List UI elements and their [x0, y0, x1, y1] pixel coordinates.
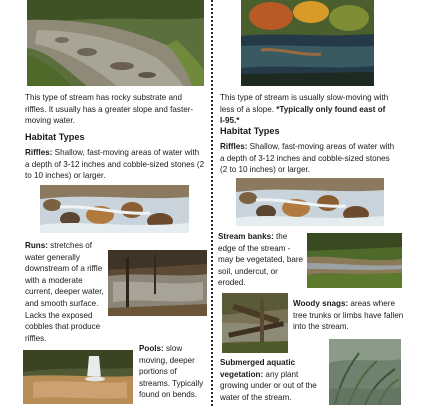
habitat-types-heading-right: Habitat Types [220, 126, 280, 136]
stream-banks-term: Stream banks: [218, 232, 274, 241]
riffles-term: Riffles: [25, 148, 53, 157]
column-divider [211, 0, 213, 406]
runs-term: Runs: [25, 241, 48, 250]
riffles-text: Shallow, fast-moving areas of water with a depth of 3-12 inches and cobble-sized stones (2 to 10 inches) or larger. [25, 148, 205, 181]
riffle-cobbles-photo [40, 185, 189, 233]
slow-stream-photo [241, 0, 374, 86]
riffle-cobbles-photo-right [236, 178, 384, 226]
woody-snags-description [293, 298, 405, 333]
riffles-description-right [220, 141, 396, 176]
slow-stream-intro-text: This type of stream is usually slow-moving with less of a slope. [220, 93, 389, 114]
aquatic-vegetation-description [220, 357, 326, 403]
pools-description [139, 343, 209, 401]
woody-snags-photo [222, 293, 288, 353]
riffles-description [25, 147, 205, 182]
runs-description [25, 240, 105, 344]
runs-text: stretches of water generally downstream of a riffle with a moderate current, deeper water, and smooth surface. Lacks the exposed cobbles that produce riffles. [25, 241, 104, 343]
stream-banks-text: the edge of the stream - may be vegetated, bare soil, undercut, or eroded. [218, 232, 304, 288]
stream-intro: This type of stream has rocky substrate and riffles. It usually has a greater slope and faster-moving water. [25, 93, 194, 126]
slow-stream-intro [220, 92, 390, 127]
pools-text: slow moving, deeper portions of streams. Typically found on bends. [139, 344, 204, 400]
slow-stream-intro-note: *Typically only found east of I-95.* [220, 104, 386, 126]
woody-snags-term: Woody snags: [293, 299, 349, 308]
pools-term: Pools: [139, 344, 164, 353]
habitat-types-heading: Habitat Types [25, 132, 85, 142]
stream-banks-photo [307, 233, 402, 288]
riffles-term-right: Riffles: [220, 142, 248, 151]
pools-waterfall-photo [23, 350, 133, 404]
runs-stream-photo [108, 250, 207, 316]
aquatic-vegetation-term: Submerged aquatic vegetation: [220, 358, 296, 379]
riffles-text-right: Shallow, fast-moving areas of water with a depth of 3-12 inches and cobble-sized stones (2 to 10 inches) or larger. [220, 142, 395, 175]
aquatic-vegetation-text: any plant growing under or out of the water of the stream. [220, 369, 317, 402]
stream-banks-description [218, 231, 306, 289]
woody-snags-text: areas where tree trunks or limbs have fallen into the stream. [293, 299, 404, 332]
rocky-stream-photo [27, 0, 204, 86]
aquatic-vegetation-photo [329, 339, 401, 405]
